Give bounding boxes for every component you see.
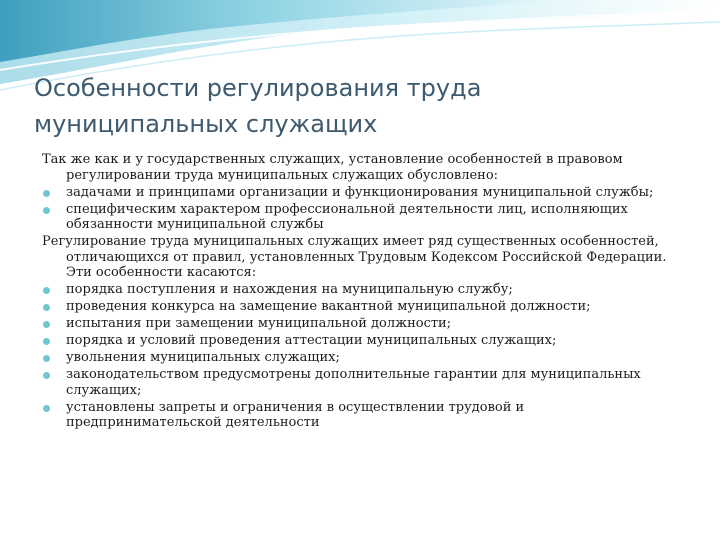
list-item-text: порядка поступления и нахождения на муниципальную службу;: [66, 282, 513, 298]
slide-title: [34, 70, 674, 142]
second-paragraph: Регулирование труда муниципальных служащих имеет ряд существенных особенностей, отличающихся от правил, установленных Трудовым Кодексом Российской Федерации. Эти особенности касаются:: [42, 234, 667, 281]
bullet-icon: [43, 405, 50, 412]
bullet-icon: [43, 321, 50, 328]
list-item-text: законодательством предусмотрены дополнительные гарантии для муниципальных служащих;: [66, 367, 641, 398]
slide-title-line: Особенности регулирования труда: [34, 74, 482, 102]
list-item-text: проведения конкурса на замещение вакантной муниципальной должности;: [66, 299, 591, 315]
list-item-text: испытания при замещении муниципальной должности;: [66, 316, 452, 332]
slide-body: [38, 152, 678, 432]
bullet-icon: [43, 207, 50, 214]
list-item-text: порядка и условий проведения аттестации муниципальных служащих;: [66, 333, 557, 349]
list-item: [38, 185, 678, 201]
list-item: [38, 282, 678, 298]
slide-title-line: муниципальных служащих: [34, 110, 378, 138]
bullet-icon: [43, 355, 50, 362]
list-item: [38, 299, 678, 315]
bullet-icon: [43, 287, 50, 294]
bullet-icon: [43, 372, 50, 379]
list-item-text: увольнения муниципальных служащих;: [66, 350, 340, 366]
list-item-text: задачами и принципами организации и функционирования муниципальной службы;: [66, 184, 654, 200]
list-item: [38, 333, 678, 349]
list-item-text: установлены запреты и ограничения в осуществлении трудовой и предпринимательской деятельности: [66, 399, 525, 431]
intro-paragraph: Так же как и у государственных служащих, установление особенностей в правовом регулировании труда муниципальных служащих обусловлено:: [42, 152, 623, 183]
bullet-icon: [43, 304, 50, 311]
list-item: [38, 202, 678, 233]
list-item: [38, 400, 678, 431]
list-item: [38, 316, 678, 332]
bullet-icon: [43, 338, 50, 345]
bullet-icon: [43, 190, 50, 197]
list-item: [38, 350, 678, 366]
list-item-text: специфическим характером профессиональной деятельности лиц, исполняющих обязанности муниципальной службы: [66, 201, 628, 233]
list-item: [38, 367, 678, 398]
